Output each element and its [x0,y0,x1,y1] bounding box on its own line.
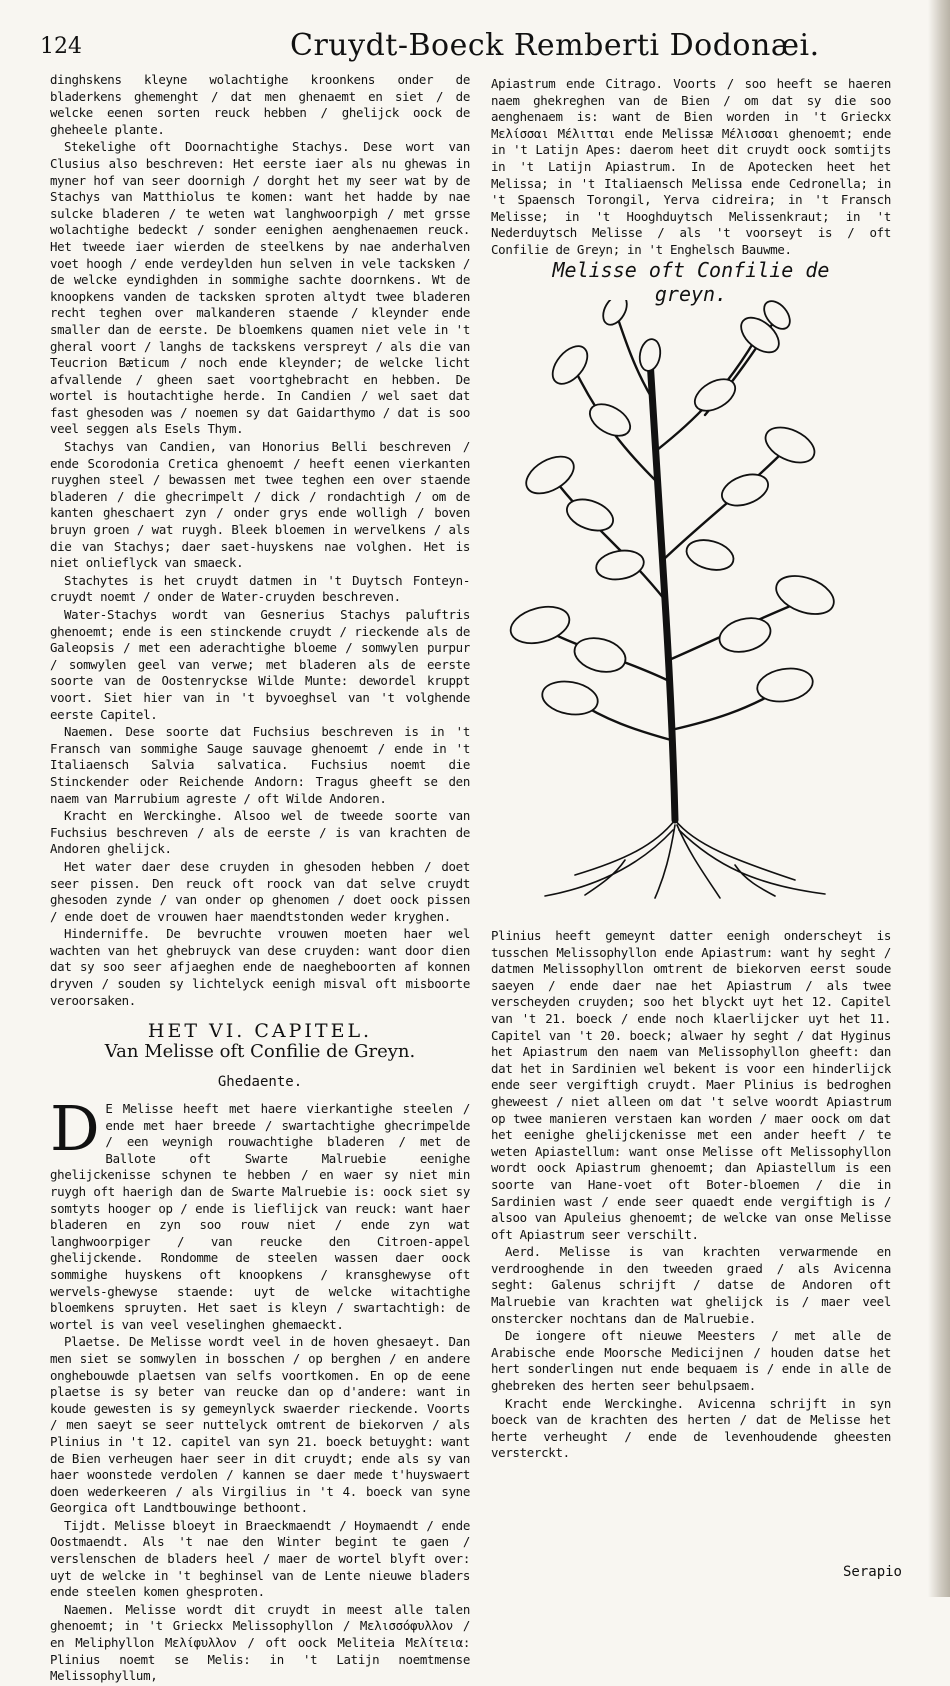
paragraph: Het water daer dese cruyden in ghesoden hebben / doet seer pissen. Den reuck oft roock van dat selve cruydt ghesoden zynde / van onder op ghenomen / doet oock pissen / ende doet de vrouwen haer maendtstonden weder kryghen. [50,858,470,924]
paragraph: Kracht ende Werckinghe. Avicenna schrijft in syn boeck van de krachten des herten / dat de Melisse het herte verheught / ende de levenhoudende gheesten versterckt. [491,1395,891,1461]
paragraph: De iongere oft nieuwe Meesters / met alle de Arabische ende Moorsche Medicijnen / houden datse het hert sonderlingen nut ende bequaem is / ende in alle de ghebreken des herten seer behulpsaem. [491,1328,891,1394]
section-label: Ghedaente. [217,1074,303,1091]
paragraph: Kracht en Werckinghe. Alsoo wel de tweede soorte van Fuchsius beschreven / als de eerste / is van krachten de Andoren ghelijck. [50,808,470,857]
paragraph-text: E Melisse heeft met haere vierkantighe steelen / ende met haer breede / swartachtighe ghecrimpelde / een weynigh rouwachtighe bladeren / met de Ballote oft Swarte Malruebie eenighe ghelijckenisse schynen te hebben / en waer sy niet min ruygh oft haerigh dan de Swarte Malruebie is: oock siet sy somtyts hooger op / ende is lieflijck van reuck: want haer bladeren en zyn soo rouw niet / ende zyn wat langhwoorpiger / van reucke den Citroen-appel ghelijckende. Rondomme de steelen wassen daer oock sommighe huyskens oft knoopkens / kransghewyse oft wervels-ghewyse staende: uyt de welcke witachtighe bloemkens spruyten. Het saet is kleyn / swartachtigh: de wortel is van veel veselinghen ghemaeckt. [50,1101,470,1332]
left-column [50,72,470,1686]
illustration-caption: Melisse oft Confilie de greyn. [552,258,830,306]
plant-woodcut-illustration [505,300,840,900]
paragraph: Naemen. Melisse wordt dit cruydt in meest alle talen ghenoemt; in 't Grieckx Melissophyllon / Μελισσόφυλλον / en Meliphyllon Μελίφυλλον / oft oock Meliteia Μελίτεια: Plinius noemt se Melis: in 't Latijn noemtmense Melissophyllum, [50,1601,470,1684]
running-title: Cruydt-Boeck Remberti Dodonæi. [290,28,820,63]
paragraph: Plaetse. De Melisse wordt veel in de hoven ghesaeyt. Dan men siet se somwylen in bosschen / op berghen / en andere onghebouwde plaetsen van selfs voortkomen. En op de eene plaetse is sy beter van reucke dan op d'andere: want in koude gewesten is sy gemeynlyck swaerder rieckende. Voorts / men saeyt se seer nuttelyck omtrent de biekorven / als Plinius in 't 12. capitel van syn 21. boeck betuyght: want de Bien verheugen haer seer in dit cruydt; ende als sy van haer woonstede verdolen / kannen se daer mede t'huyswaert doen wederkeeren / als Virgilius in 't 4. boeck van syne Georgica oft Landtbouwinge bethoont. [50,1334,470,1516]
paragraph: Stekelighe oft Doornachtighe Stachys. Dese wort van Clusius also beschreven: Het eerste iaer als nu ghewas in myner hof van seer doornigh / dorght het my seer wat by de Stachys van Matthiolus te komen: want het hadde by nae sulcke bladeren / te weten wat langhwoorpigh / met grsse wolachtighe bedeckt / sonder eenighen aenghenaemen reuck. Het tweede iaer wierden de steelkens by nae anderhalven voet hoogh / ende verdeylden hun selven in vele tacksken / de welcke eyndighden in sommighe sachte doornkens. Wt de knoopkens vanden de tacksken sproten altydt twee bladeren recht teghen over malkanderen staende / kleynder ende smaller dan de eerste. De bloemkens quamen niet vele in 't gheral voort / langhs de tackskens verspreyt / als die van Teucrion Bæticum / noch ende kleynder; de welcke licht afvallende / gheen saet voortghebracht en hebben. De wortel is houtachtighe herde. In Candien / wel saet dat fast ghesoden was / noemen sy dat Gaidarthymo / dat is soo veel seggen als Esels Thym. [50,139,470,437]
scan-page-edge [928,0,950,1597]
paragraph: Naemen. Dese soorte dat Fuchsius beschreven is in 't Fransch van sommighe Sauge sauvage ghenoemt / ende in 't Italiaensch Salvia salvatica. Fuchsius noemt die Stinckender oder Reichende Andorn: Tragus gheeft se den naem van Marrubium agreste / oft Wilde Andoren. [50,724,470,806]
paragraph: Stachytes is het cruydt datmen in 't Duytsch Fonteyn-cruydt noemt / onder de Water-cruyden beschreven. [50,572,470,605]
paragraph: Hinderniffe. De bevruchte vrouwen moeten haer wel wachten van het ghebruyck van dese cruyden: want door dien dat sy soo seer afjaeghen ende de naegheboorten af konnen dryven / souden sy lichtelyck eenigh misval oft misboorte veroorsaken. [50,926,470,1008]
page-header [40,20,920,68]
right-column-top [491,76,891,260]
paragraph: Stachys van Candien, van Honorius Belli beschreven / ende Scorodonia Cretica ghenoemt / heeft eenen vierkanten ruyghen steel / bewassen met twee teghen een over staende bladeren / die ghecrimpelt / dick / rondachtigh / om de kanten gheschaert zyn / onder grys ende wolligh / boven bruyn groen / wat ruygh. Bleek bloemen in wervelkens / als die van Stachys; daer saet-huyskens nae volghen. Het is niet onlieflyck van smaeck. [50,439,470,571]
paragraph: dinghskens kleyne wolachtighe kroonkens onder de bladerkens ghemenght / dat men ghenaemt en siet / de welcke eenen sorten reuck hebben / ghelijck oock de gheheele plante. [50,72,470,137]
right-column-bottom [491,928,891,1463]
chapter-heading: HET VI. CAPITEL. [147,1020,373,1043]
paragraph: Water-Stachys wordt van Gesnerius Stachys paluftris ghenoemt; ende is een stinckende cruydt / rieckende als de Galeopsis / met een aderachtighe bloeme / somwylen purpur / somwylen geel van verwe; met bladeren als de eerste soorte van de Oostenryckse Wilde Munte: dewordel kruppt voort. Siet hier van in 't byvoeghsel van 't volghende eerste Capitel. [50,607,470,722]
paragraph: Plinius heeft gemeynt datter eenigh onderscheyt is tusschen Melissophyllon ende Apiastrum: want hy seght / datmen Melissophyllon omtrent de biekorven eerst soude saeyen / ende daer nae het Apiastrum / als twee verscheyden cruyden; soo het blyckt uyt het 12. Capitel van 't 21. boeck / ende noch klaerlijcker uyt het 11. Capitel van 't 20. boeck; alwaer hy seght / dat Hyginus het Apiastrum den naem van Melissophyllon gheeft: dan dat het in Sardinien wel bekent is voor een hinderlijck ende seer vergiftigh cruydt. Maer Plinius is bedroghen gheweest / niet alleen om dat 't selve woordt Apiastrum op twee manieren verstaen kan worden / maer oock om dat het eenighe ghelijckenisse met een ander heeft / te weten Apiastellum: want onse Melisse oft Melissophyllon wordt oock Apiastrum ghenoemt; dan Apiastellum is een soorte van Hane-voet oft Boter-bloemen / die in Sardinien wast / ende seer quaedt ende vergiftigh is / alsoo van Apuleius ghenoemt; de welcke van onse Melisse oft Apiastrum seer verschilt. [491,928,891,1242]
paragraph: Apiastrum ende Citrago. Voorts / soo heeft se haeren naem ghekreghen van de Bien / om dat sy die soo aenghenaem is: want de Bien worden in 't Grieckx Mελίσσαι Μέλιτται ende Melissæ Μέλισσαι ghenoemt; ende in 't Latijn Apes: daerom heet dit cruydt oock somtijts in 't Latijn Apiastrum. In de Apotecken heet het Melissa; in 't Italiaensch Melissa ende Cedronella; in 't Spaensch Torongil, Yerva cidreira; in 't Fransch Melisse; in 't Hooghduytsch Melissenkraut; in 't Nederduytsch Melisse / als 't voorseyt is / oft Confilie de Greyn; in 't Enghelsch Bauwme. [491,76,891,257]
paragraph: Aerd. Melisse is van krachten verwarmende en verdrooghende in den tweeden graed / als Avicenna seght: Galenus schrijft / datse de Andoren oft Malruebie van krachten wat ghelijck is / maer veel onstercker nochtans dan de Malruebie. [491,1244,891,1326]
drop-cap: D [50,1092,100,1166]
paragraph: Tijdt. Melisse bloeyt in Braeckmaendt / Hoymaendt / ende Oostmaendt. Als 't nae den Winter begint te gaen / verslenschen de bladers heel / maer de wortel blyft over: uyt de welcke in 't beghinsel van de Lente nieuwe bladers ende steelen komen ghesproten. [50,1517,470,1600]
chapter-subtitle: Van Melisse oft Confilie de Greyn. [104,1040,416,1062]
catchword: Serapio [842,1564,902,1580]
page-number: 124 [40,34,82,59]
paragraph [50,1092,470,1333]
